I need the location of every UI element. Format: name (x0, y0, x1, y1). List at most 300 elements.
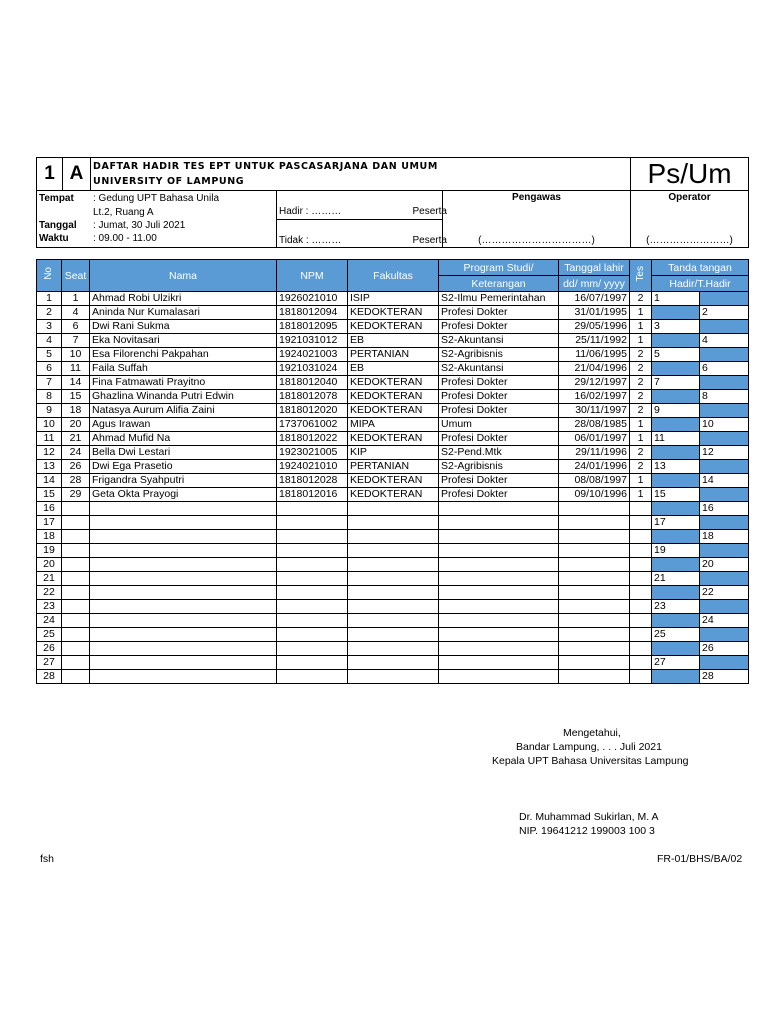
signature-cell-right[interactable] (700, 292, 749, 306)
row-tes (630, 544, 652, 558)
row-seat: 26 (62, 460, 90, 474)
row-tanggal-lahir (559, 586, 630, 600)
row-tes: 1 (630, 334, 652, 348)
signature-cell-left[interactable]: 3 (652, 320, 700, 334)
table-row (37, 558, 749, 572)
table-row (37, 474, 749, 488)
row-prodi (439, 530, 559, 544)
row-seat: 24 (62, 446, 90, 460)
signature-cell-right[interactable] (700, 544, 749, 558)
col-tgl-header-2: dd/ mm/ yyyy (559, 276, 630, 292)
row-seat: 18 (62, 404, 90, 418)
row-npm: 1921031024 (277, 362, 348, 376)
row-seat (62, 572, 90, 586)
row-tanggal-lahir (559, 656, 630, 670)
row-nama (90, 544, 277, 558)
row-tanggal-lahir: 29/05/1996 (559, 320, 630, 334)
col-prodi-header-2: Keterangan (439, 276, 559, 292)
row-nama: Dwi Ega Prasetio (90, 460, 277, 474)
attendance-rows (37, 292, 749, 684)
row-prodi: S2-Agribisnis (439, 460, 559, 474)
row-nama (90, 530, 277, 544)
row-fakultas: KEDOKTERAN (348, 306, 439, 320)
row-prodi: Umum (439, 418, 559, 432)
row-prodi (439, 572, 559, 586)
waktu-label: Waktu (39, 233, 69, 244)
row-nama: Faila Suffah (90, 362, 277, 376)
row-tes (630, 586, 652, 600)
row-tanggal-lahir: 29/12/1997 (559, 376, 630, 390)
signature-cell-left[interactable] (652, 390, 700, 404)
signature-cell-right[interactable]: 14 (700, 474, 749, 488)
signature-cell-right[interactable]: 6 (700, 362, 749, 376)
signature-cell-left[interactable] (652, 670, 700, 684)
row-nama (90, 572, 277, 586)
signature-cell-right[interactable] (700, 320, 749, 334)
signature-cell-left[interactable]: 19 (652, 544, 700, 558)
row-tes: 2 (630, 404, 652, 418)
table-row (37, 516, 749, 530)
signature-cell-left[interactable]: 9 (652, 404, 700, 418)
table-row (37, 502, 749, 516)
row-npm: 1926021010 (277, 292, 348, 306)
row-seat (62, 502, 90, 516)
row-no: 24 (37, 614, 62, 628)
row-npm (277, 558, 348, 572)
row-no: 26 (37, 642, 62, 656)
signature-cell-left[interactable]: 13 (652, 460, 700, 474)
hadir-label: Hadir : ……… (279, 206, 342, 217)
row-no: 19 (37, 544, 62, 558)
row-tes: 1 (630, 488, 652, 502)
row-npm: 1818012095 (277, 320, 348, 334)
row-npm: 1737061002 (277, 418, 348, 432)
table-row (37, 348, 749, 362)
row-prodi: Profesi Dokter (439, 404, 559, 418)
signature-cell-left[interactable] (652, 446, 700, 460)
row-prodi: Profesi Dokter (439, 432, 559, 446)
row-fakultas (348, 656, 439, 670)
row-tanggal-lahir (559, 572, 630, 586)
row-no: 16 (37, 502, 62, 516)
row-seat: 21 (62, 432, 90, 446)
col-tgl-header-1: Tanggal lahir (559, 260, 630, 276)
row-tanggal-lahir (559, 614, 630, 628)
row-prodi (439, 656, 559, 670)
signature-cell-right[interactable]: 24 (700, 614, 749, 628)
signature-cell-right[interactable] (700, 460, 749, 474)
row-prodi (439, 544, 559, 558)
signature-cell-left[interactable] (652, 362, 700, 376)
row-prodi: Profesi Dokter (439, 306, 559, 320)
row-tanggal-lahir: 21/04/1996 (559, 362, 630, 376)
row-nama: Bella Dwi Lestari (90, 446, 277, 460)
row-no: 23 (37, 600, 62, 614)
row-npm: 1921031012 (277, 334, 348, 348)
signature-cell-right[interactable]: 8 (700, 390, 749, 404)
row-tanggal-lahir: 29/11/1996 (559, 446, 630, 460)
row-tes (630, 670, 652, 684)
hadir-peserta: Peserta (412, 206, 447, 217)
attendance-table (36, 259, 749, 684)
row-nama: Ahmad Robi Ulzikri (90, 292, 277, 306)
row-seat (62, 544, 90, 558)
row-seat: 20 (62, 418, 90, 432)
row-npm: 1818012022 (277, 432, 348, 446)
row-seat (62, 642, 90, 656)
table-row (37, 614, 749, 628)
row-prodi (439, 502, 559, 516)
table-row (37, 656, 749, 670)
row-prodi: Profesi Dokter (439, 488, 559, 502)
row-tes: 1 (630, 306, 652, 320)
tidak-peserta: Peserta (412, 235, 447, 246)
row-tanggal-lahir: 25/11/1992 (559, 334, 630, 348)
row-tanggal-lahir: 09/10/1996 (559, 488, 630, 502)
signature-cell-left[interactable] (652, 558, 700, 572)
row-npm: 1923021005 (277, 446, 348, 460)
row-prodi: Profesi Dokter (439, 320, 559, 334)
row-fakultas (348, 642, 439, 656)
row-npm: 1924021010 (277, 460, 348, 474)
pengawas-signature-line: (……………………………) (478, 235, 595, 246)
row-tanggal-lahir (559, 530, 630, 544)
row-tes (630, 558, 652, 572)
row-tes: 2 (630, 460, 652, 474)
row-fakultas (348, 628, 439, 642)
row-no: 18 (37, 530, 62, 544)
row-prodi: S2-Akuntansi (439, 334, 559, 348)
row-no: 17 (37, 516, 62, 530)
tanggal-label: Tanggal (39, 220, 77, 231)
row-seat (62, 628, 90, 642)
signature-cell-right[interactable]: 28 (700, 670, 749, 684)
row-tes (630, 516, 652, 530)
title-line-1: DAFTAR HADIR TES EPT UNTUK PASCASARJANA DAN UMUM (93, 161, 438, 172)
table-row (37, 670, 749, 684)
row-fakultas: KEDOKTERAN (348, 488, 439, 502)
table-row (37, 446, 749, 460)
signature-cell-left[interactable] (652, 334, 700, 348)
row-fakultas (348, 572, 439, 586)
row-no: 6 (37, 362, 62, 376)
row-tes: 1 (630, 418, 652, 432)
signature-cell-right[interactable] (700, 488, 749, 502)
col-nama-header: Nama (90, 260, 277, 292)
signature-cell-left[interactable]: 25 (652, 628, 700, 642)
row-fakultas: KEDOKTERAN (348, 320, 439, 334)
row-npm (277, 502, 348, 516)
row-nama (90, 586, 277, 600)
table-row (37, 600, 749, 614)
row-npm (277, 530, 348, 544)
row-nama (90, 614, 277, 628)
row-nama (90, 656, 277, 670)
table-row (37, 306, 749, 320)
signature-cell-right[interactable] (700, 516, 749, 530)
row-nama: Ghazlina Winanda Putri Edwin (90, 390, 277, 404)
row-npm (277, 656, 348, 670)
tempat-value-2: Lt.2, Ruang A (93, 206, 154, 218)
signature-cell-left[interactable]: 11 (652, 432, 700, 446)
row-fakultas: ISIP (348, 292, 439, 306)
row-npm: 1818012094 (277, 306, 348, 320)
table-row (37, 376, 749, 390)
row-tes (630, 656, 652, 670)
row-npm (277, 586, 348, 600)
row-seat: 4 (62, 306, 90, 320)
row-npm (277, 614, 348, 628)
row-npm (277, 544, 348, 558)
mengetahui-text: Mengetahui, (563, 727, 621, 739)
row-tanggal-lahir (559, 642, 630, 656)
row-prodi (439, 558, 559, 572)
col-prodi-header-1: Program Studi/ (439, 260, 559, 276)
signature-cell-right[interactable] (700, 404, 749, 418)
signature-cell-left[interactable] (652, 418, 700, 432)
row-tanggal-lahir (559, 544, 630, 558)
row-npm: 1818012020 (277, 404, 348, 418)
row-prodi: S2-Akuntansi (439, 362, 559, 376)
row-seat (62, 670, 90, 684)
row-npm (277, 516, 348, 530)
row-fakultas: KEDOKTERAN (348, 404, 439, 418)
row-tes: 2 (630, 390, 652, 404)
row-fakultas: MIPA (348, 418, 439, 432)
row-tanggal-lahir: 31/01/1995 (559, 306, 630, 320)
venue-info (37, 191, 277, 248)
signature-cell-right[interactable]: 10 (700, 418, 749, 432)
row-fakultas (348, 502, 439, 516)
row-no: 7 (37, 376, 62, 390)
row-seat: 6 (62, 320, 90, 334)
row-prodi (439, 628, 559, 642)
signature-cell-left[interactable]: 5 (652, 348, 700, 362)
signature-cell-left[interactable]: 27 (652, 656, 700, 670)
row-fakultas (348, 614, 439, 628)
row-fakultas: PERTANIAN (348, 460, 439, 474)
row-npm (277, 628, 348, 642)
row-nama (90, 628, 277, 642)
signature-cell-right[interactable]: 18 (700, 530, 749, 544)
operator-signature-line: (……………………) (646, 235, 733, 246)
signature-cell-right[interactable] (700, 628, 749, 642)
row-tanggal-lahir: 16/07/1997 (559, 292, 630, 306)
signature-cell-left[interactable]: 21 (652, 572, 700, 586)
row-no: 3 (37, 320, 62, 334)
signature-cell-right[interactable] (700, 572, 749, 586)
signature-cell-right[interactable] (700, 432, 749, 446)
signature-cell-right[interactable]: 4 (700, 334, 749, 348)
row-fakultas: KEDOKTERAN (348, 474, 439, 488)
row-tes: 2 (630, 348, 652, 362)
row-prodi: Profesi Dokter (439, 376, 559, 390)
row-npm (277, 670, 348, 684)
row-prodi: S2-Agribisnis (439, 348, 559, 362)
row-no: 11 (37, 432, 62, 446)
row-nama (90, 642, 277, 656)
row-fakultas: KEDOKTERAN (348, 376, 439, 390)
row-tanggal-lahir (559, 502, 630, 516)
signature-cell-right[interactable]: 2 (700, 306, 749, 320)
col-no-header: No (37, 260, 62, 292)
group-code: Ps/Um (631, 158, 749, 191)
row-npm: 1818012040 (277, 376, 348, 390)
row-tes: 2 (630, 362, 652, 376)
row-tanggal-lahir (559, 516, 630, 530)
row-fakultas (348, 516, 439, 530)
row-nama: Fina Fatmawati Prayitno (90, 376, 277, 390)
room-letter: A (63, 158, 91, 191)
row-no: 8 (37, 390, 62, 404)
row-nama (90, 600, 277, 614)
signature-cell-left[interactable] (652, 642, 700, 656)
row-tanggal-lahir: 06/01/1997 (559, 432, 630, 446)
table-row (37, 334, 749, 348)
row-no: 28 (37, 670, 62, 684)
signature-cell-left[interactable]: 7 (652, 376, 700, 390)
position-text: Kepala UPT Bahasa Universitas Lampung (492, 755, 689, 767)
signature-cell-left[interactable] (652, 502, 700, 516)
row-seat: 11 (62, 362, 90, 376)
row-tanggal-lahir: 30/11/1997 (559, 404, 630, 418)
row-tes (630, 572, 652, 586)
signature-cell-right[interactable] (700, 348, 749, 362)
operator-box (631, 191, 749, 248)
row-tes: 1 (630, 432, 652, 446)
signature-cell-left[interactable] (652, 614, 700, 628)
place-date-text: Bandar Lampung, . . . Juli 2021 (516, 741, 662, 753)
row-seat: 28 (62, 474, 90, 488)
row-seat: 1 (62, 292, 90, 306)
signature-cell-left[interactable] (652, 586, 700, 600)
row-tanggal-lahir: 08/08/1997 (559, 474, 630, 488)
row-seat: 14 (62, 376, 90, 390)
signature-cell-right[interactable]: 12 (700, 446, 749, 460)
row-nama: Geta Okta Prayogi (90, 488, 277, 502)
row-tanggal-lahir (559, 628, 630, 642)
col-fakultas-header: Fakultas (348, 260, 439, 292)
signature-cell-right[interactable]: 16 (700, 502, 749, 516)
row-fakultas: KEDOKTERAN (348, 390, 439, 404)
row-tes (630, 628, 652, 642)
row-nama (90, 502, 277, 516)
signature-cell-right[interactable] (700, 656, 749, 670)
row-npm: 1818012016 (277, 488, 348, 502)
title-line-2: UNIVERSITY OF LAMPUNG (93, 176, 245, 187)
col-npm-header: NPM (277, 260, 348, 292)
row-fakultas (348, 670, 439, 684)
row-seat (62, 516, 90, 530)
row-nama: Dwi Rani Sukma (90, 320, 277, 334)
table-row (37, 544, 749, 558)
table-row (37, 292, 749, 306)
row-prodi: S2-Ilmu Pemerintahan (439, 292, 559, 306)
row-seat (62, 558, 90, 572)
row-npm: 1818012078 (277, 390, 348, 404)
row-tes (630, 642, 652, 656)
row-no: 9 (37, 404, 62, 418)
row-no: 27 (37, 656, 62, 670)
signature-cell-left[interactable]: 17 (652, 516, 700, 530)
signature-cell-left[interactable] (652, 530, 700, 544)
col-seat-header: Seat (62, 260, 90, 292)
signer-name: Dr. Muhammad Sukirlan, M. A (519, 811, 659, 823)
row-tanggal-lahir: 28/08/1985 (559, 418, 630, 432)
row-no: 25 (37, 628, 62, 642)
row-nama: Eka Novitasari (90, 334, 277, 348)
row-fakultas: EB (348, 362, 439, 376)
signature-cell-left[interactable]: 1 (652, 292, 700, 306)
signature-cell-right[interactable]: 26 (700, 642, 749, 656)
table-row (37, 586, 749, 600)
row-no: 12 (37, 446, 62, 460)
form-code: FR-01/BHS/BA/02 (657, 853, 743, 865)
signature-cell-right[interactable]: 22 (700, 586, 749, 600)
row-prodi (439, 600, 559, 614)
waktu-value: : 09.00 - 11.00 (93, 233, 157, 244)
row-tes: 2 (630, 376, 652, 390)
row-tes (630, 600, 652, 614)
signature-cell-right[interactable] (700, 600, 749, 614)
row-nama (90, 670, 277, 684)
row-npm: 1818012028 (277, 474, 348, 488)
row-nama: Esa Filorenchi Pakpahan (90, 348, 277, 362)
preparer-code: fsh (40, 853, 55, 865)
row-no: 1 (37, 292, 62, 306)
pengawas-box (443, 191, 631, 248)
row-tanggal-lahir (559, 600, 630, 614)
row-seat (62, 530, 90, 544)
row-prodi: Profesi Dokter (439, 474, 559, 488)
row-tes: 1 (630, 474, 652, 488)
operator-label: Operator (668, 192, 711, 203)
row-npm: 1924021003 (277, 348, 348, 362)
table-row (37, 362, 749, 376)
row-seat: 15 (62, 390, 90, 404)
tempat-value: : Gedung UPT Bahasa Unila (93, 192, 220, 204)
signature-cell-left[interactable] (652, 474, 700, 488)
row-prodi (439, 614, 559, 628)
row-fakultas: KEDOKTERAN (348, 432, 439, 446)
table-row (37, 460, 749, 474)
signature-cell-left[interactable]: 23 (652, 600, 700, 614)
table-row (37, 530, 749, 544)
row-npm (277, 600, 348, 614)
row-seat: 10 (62, 348, 90, 362)
signature-cell-left[interactable]: 15 (652, 488, 700, 502)
signature-cell-left[interactable] (652, 306, 700, 320)
table-row (37, 572, 749, 586)
row-nama: Aninda Nur Kumalasari (90, 306, 277, 320)
tempat-label: Tempat (39, 192, 74, 204)
row-no: 10 (37, 418, 62, 432)
signature-cell-right[interactable]: 20 (700, 558, 749, 572)
signature-cell-right[interactable] (700, 376, 749, 390)
row-seat (62, 586, 90, 600)
tidak-label: Tidak : ……… (279, 235, 342, 246)
row-tes (630, 614, 652, 628)
row-no: 5 (37, 348, 62, 362)
row-prodi (439, 670, 559, 684)
row-tes (630, 502, 652, 516)
row-fakultas (348, 586, 439, 600)
table-row (37, 320, 749, 334)
row-npm (277, 572, 348, 586)
attendance-count (277, 191, 447, 248)
row-nama: Frigandra Syahputri (90, 474, 277, 488)
row-no: 21 (37, 572, 62, 586)
